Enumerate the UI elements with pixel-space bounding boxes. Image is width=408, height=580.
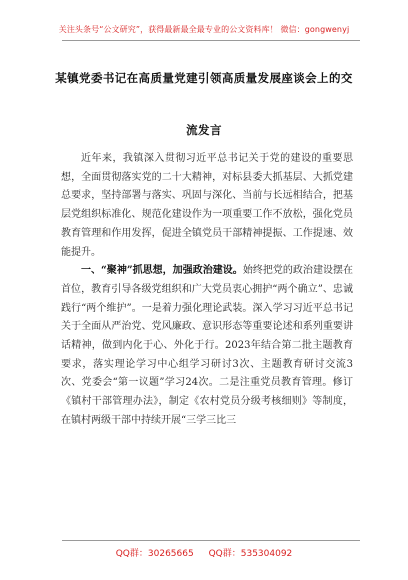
document-body (61, 150, 353, 431)
header-divider (62, 40, 360, 41)
section1-heading: 一、“聚神”抓思想，加强政治建设。 (81, 265, 243, 277)
footer-divider (62, 540, 360, 541)
promo-banner: 关注头条号“公文研究”，获得最新最全最专业的公文资料库！ 微信：gongwenyj (58, 25, 350, 34)
qq-group-2: QQ群：535304092 (208, 549, 293, 559)
section1-paragraph (61, 262, 353, 430)
document-title-line2: 流发言 (186, 123, 222, 137)
intro-paragraph: 近年来，我镇深入贯彻习近平总书记关于党的建设的重要思想，全面贯彻落实党的二十大精神，对标县委大抓基层、大抓党建总要求，坚持部署与落实、巩固与深化、当前与长远相结合，把基层党组织标准化、规范化建设作为一项重要工作不放松，强化党员教育管理和作用发挥，促进全镇党员干部精神提振、工作提速、效能提升。 (61, 153, 353, 258)
qq-group-1: QQ群：30265665 (115, 549, 194, 559)
document-title-line1: 某镇党委书记在高质量党建引领高质量发展座谈会上的交 (55, 71, 353, 85)
section1-text: 始终把党的政治建设摆在首位，教育引导各级党组织和广大党员衷心拥护“两个确立”、忠诚践行“两个维护”。一是着力强化理论武装。深入学习习近平总书记关于全面从严治党、党风廉政、意识形态等重要论述和系列重要讲话精神，做到内化于心、外化于行。2023年结合第二批主题教育要求，落实理论学习中心组学习研讨3次、主题教育研讨交流3次、党委会“第一议题”学习24次。二是注重党员教育管理。修订《镇村干部管理办法》，制定《农村党员分级考核细则》等制度，在镇村两级干部中持续开展“三学三比三 (61, 265, 353, 426)
footer (0, 546, 408, 559)
